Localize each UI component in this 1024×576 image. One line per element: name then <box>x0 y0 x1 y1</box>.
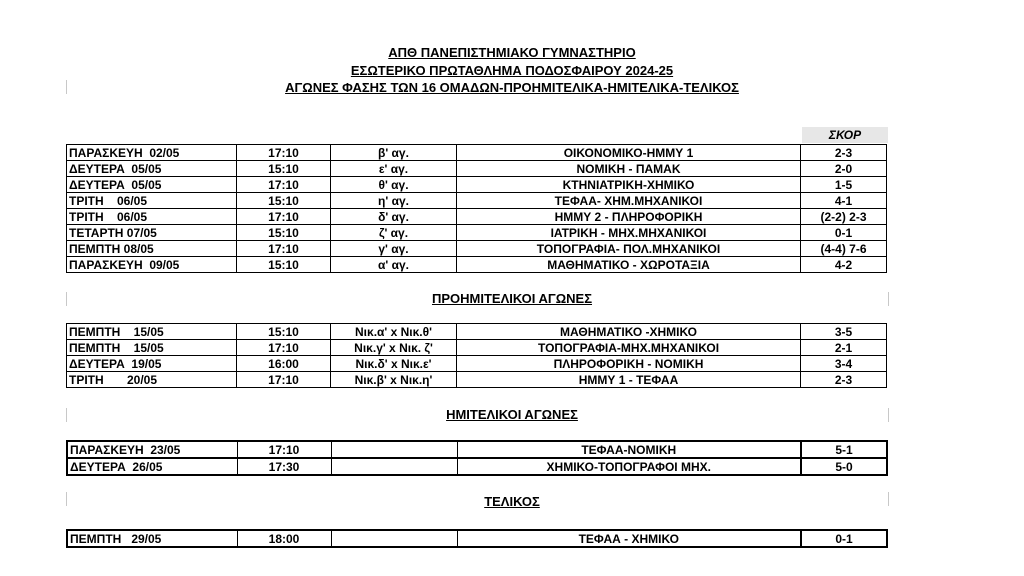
table-row <box>67 340 887 356</box>
cell-time: 17:10 <box>237 145 331 161</box>
cell-score: 3-5 <box>801 324 887 340</box>
cell-round <box>331 441 457 458</box>
round-of-16-table <box>66 144 887 273</box>
cell-score: 2-0 <box>801 161 887 177</box>
cell-time: 17:10 <box>237 209 331 225</box>
semifinals-title: ΗΜΙΤΕΛΙΚΟΙ ΑΓΩΝΕΣ <box>446 407 578 422</box>
table-row <box>67 530 887 547</box>
cell-day: ΤΕΤΑΡΤΗ 07/05 <box>67 225 237 241</box>
table-row <box>67 209 887 225</box>
cell-time: 15:10 <box>237 324 331 340</box>
cell-time: 17:10 <box>237 372 331 388</box>
cell-time: 15:10 <box>237 225 331 241</box>
cell-round <box>331 458 457 475</box>
cell-match: ΤΕΦΑΑ-ΝΟΜΙΚΗ <box>457 441 801 458</box>
cell-round: ε' αγ. <box>331 161 457 177</box>
cell-match: ΜΑΘΗΜΑΤΙΚΟ - ΧΩΡΟΤΑΞΙΑ <box>457 257 801 273</box>
final-table <box>66 529 888 548</box>
cell-round: δ' αγ. <box>331 209 457 225</box>
cell-round <box>331 530 457 547</box>
cell-match: ΠΛΗΡΟΦΟΡΙΚΗ - ΝΟΜΙΚΗ <box>457 356 801 372</box>
cell-day: ΔΕΥΤΕΡΑ 26/05 <box>67 458 237 475</box>
cell-time: 17:30 <box>237 458 331 475</box>
cell-day: ΠΕΜΠΤΗ 29/05 <box>67 530 237 547</box>
cell-time: 15:10 <box>237 161 331 177</box>
cell-round: Νικ.α' x Νικ.θ' <box>331 324 457 340</box>
table-row <box>67 193 887 209</box>
table-row <box>67 257 887 273</box>
cell-match: ΤΕΦΑΑ - ΧΗΜΙΚΟ <box>457 530 801 547</box>
cell-match: ΟΙΚΟΝΟΜΙΚΟ-ΗΜΜΥ 1 <box>457 145 801 161</box>
cell-day: ΤΡΙΤΗ 06/05 <box>67 209 237 225</box>
cell-round: η' αγ. <box>331 193 457 209</box>
header-line-3: ΑΓΩΝΕΣ ΦΑΣΗΣ ΤΩΝ 16 ΟΜΑΔΩΝ-ΠΡΟΗΜΙΤΕΛΙΚΑ-ΗΜΙΤΕΛΙΚΑ-ΤΕΛΙΚΟΣ <box>285 80 739 95</box>
cell-score: 2-3 <box>801 145 887 161</box>
cell-score: 0-1 <box>801 225 887 241</box>
quarterfinals-title: ΠΡΟΗΜΙΤΕΛΙΚΟΙ ΑΓΩΝΕΣ <box>431 291 593 306</box>
quarterfinals-table <box>66 323 887 388</box>
cell-match: ΚΤΗΝΙΑΤΡΙΚΗ-ΧΗΜΙΚΟ <box>457 177 801 193</box>
cell-day: ΠΑΡΑΣΚΕΥΗ 23/05 <box>67 441 237 458</box>
cell-time: 15:10 <box>237 193 331 209</box>
cell-score: 2-3 <box>801 372 887 388</box>
cell-round: Νικ.γ' x Νικ. ζ' <box>331 340 457 356</box>
table-row <box>67 441 887 458</box>
cell-score: 1-5 <box>801 177 887 193</box>
cell-day: ΠΑΡΑΣΚΕΥΗ 02/05 <box>67 145 237 161</box>
cell-match: ΤΕΦΑΑ- ΧΗΜ.ΜΗΧΑΝΙΚΟΙ <box>457 193 801 209</box>
cell-match: ΝΟΜΙΚΗ - ΠΑΜΑΚ <box>457 161 801 177</box>
cell-match: ΜΑΘΗΜΑΤΙΚΟ -ΧΗΜΙΚΟ <box>457 324 801 340</box>
cell-time: 18:00 <box>237 530 331 547</box>
score-column-header: ΣΚΟΡ <box>802 127 888 143</box>
gridline-mark <box>66 80 67 94</box>
semifinals-table <box>66 440 888 476</box>
cell-time: 17:10 <box>237 441 331 458</box>
cell-match: ΧΗΜΙΚΟ-ΤΟΠΟΓΡΑΦΟΙ ΜΗΧ. <box>457 458 801 475</box>
cell-match: ΗΜΜΥ 1 - ΤΕΦΑΑ <box>457 372 801 388</box>
cell-match: ΤΟΠΟΓΡΑΦΙΑ- ΠΟΛ.ΜΗΧΑΝΙΚΟΙ <box>457 241 801 257</box>
cell-round: α' αγ. <box>331 257 457 273</box>
cell-round: θ' αγ. <box>331 177 457 193</box>
cell-day: ΔΕΥΤΕΡΑ 19/05 <box>67 356 237 372</box>
table-row <box>67 177 887 193</box>
cell-round: Νικ.β' x Νικ.η' <box>331 372 457 388</box>
table-row <box>67 161 887 177</box>
table-row <box>67 225 887 241</box>
cell-day: ΔΕΥΤΕΡΑ 05/05 <box>67 161 237 177</box>
cell-round: ζ' αγ. <box>331 225 457 241</box>
cell-time: 17:10 <box>237 241 331 257</box>
cell-day: ΠΕΜΠΤΗ 08/05 <box>67 241 237 257</box>
cell-score: 0-1 <box>801 530 887 547</box>
cell-day: ΠΑΡΑΣΚΕΥΗ 09/05 <box>67 257 237 273</box>
table-row <box>67 324 887 340</box>
cell-match: ΙΑΤΡΙΚΗ - ΜΗΧ.ΜΗΧΑΝΙΚΟΙ <box>457 225 801 241</box>
cell-round: Νικ.δ' x Νικ.ε' <box>331 356 457 372</box>
cell-day: ΤΡΙΤΗ 20/05 <box>67 372 237 388</box>
cell-day: ΤΡΙΤΗ 06/05 <box>67 193 237 209</box>
cell-day: ΔΕΥΤΕΡΑ 05/05 <box>67 177 237 193</box>
header-line-1: ΑΠΘ ΠΑΝΕΠΙΣΤΗΜΙΑΚΟ ΓΥΜΝΑΣΤΗΡΙΟ <box>388 45 636 60</box>
cell-score: 5-1 <box>801 441 887 458</box>
cell-time: 17:10 <box>237 177 331 193</box>
cell-time: 15:10 <box>237 257 331 273</box>
cell-round: β' αγ. <box>331 145 457 161</box>
table-row <box>67 145 887 161</box>
cell-day: ΠΕΜΠΤΗ 15/05 <box>67 340 237 356</box>
cell-score: (4-4) 7-6 <box>801 241 887 257</box>
cell-round: γ' αγ. <box>331 241 457 257</box>
table-row <box>67 241 887 257</box>
cell-time: 17:10 <box>237 340 331 356</box>
cell-match: ΤΟΠΟΓΡΑΦΙΑ-ΜΗΧ.ΜΗΧΑΝΙΚΟΙ <box>457 340 801 356</box>
cell-score: (2-2) 2-3 <box>801 209 887 225</box>
final-title: ΤΕΛΙΚΟΣ <box>484 494 540 509</box>
cell-day: ΠΕΜΠΤΗ 15/05 <box>67 324 237 340</box>
cell-score: 3-4 <box>801 356 887 372</box>
table-row <box>67 356 887 372</box>
table-row <box>67 458 887 475</box>
cell-score: 5-0 <box>801 458 887 475</box>
header-line-2: ΕΣΩΤΕΡΙΚΟ ΠΡΩΤΑΘΛΗΜΑ ΠΟΔΟΣΦΑΙΡΟΥ 2024-25 <box>350 63 674 78</box>
cell-time: 16:00 <box>237 356 331 372</box>
cell-match: ΗΜΜΥ 2 - ΠΛΗΡΟΦΟΡΙΚΗ <box>457 209 801 225</box>
cell-score: 4-2 <box>801 257 887 273</box>
cell-score: 4-1 <box>801 193 887 209</box>
cell-score: 2-1 <box>801 340 887 356</box>
table-row <box>67 372 887 388</box>
